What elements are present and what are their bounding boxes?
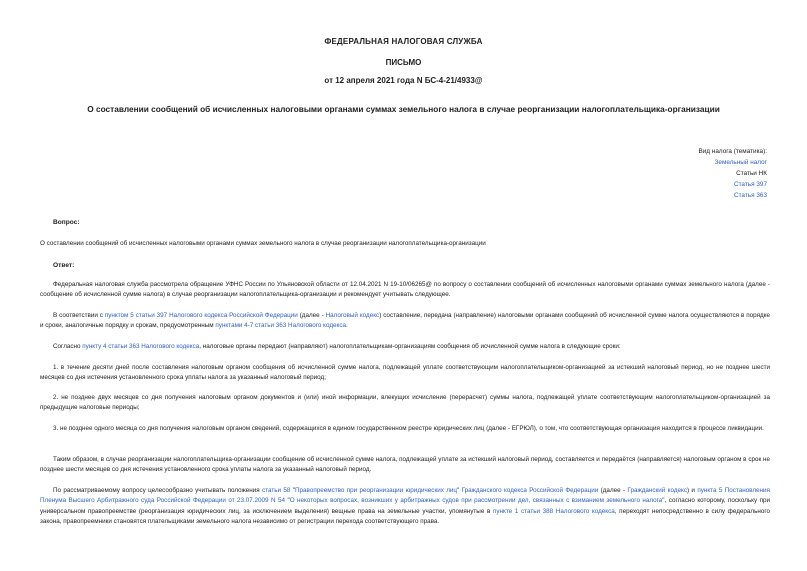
answer-paragraph-7: Таким образом, в случае реорганизации налогоплательщика-организации сообщение об исчисленной сумме налога, подлежащей уплате за истекший налоговый период, составляется и передаётся (направляется) налоговым органом в срок не позднее шести месяцев со дня истечения установленного срока уплаты налога за указанный налоговый период. <box>40 456 770 474</box>
link-civil-code[interactable]: Гражданского кодекса Российской Федерации <box>461 487 599 494</box>
meta-link-article-397[interactable]: Статья 397 <box>733 181 767 188</box>
link-article-363-p4-7[interactable]: пунктами 4-7 статьи 363 Налогового кодекса <box>215 322 347 330</box>
link-article-397-p5[interactable]: пунктом 5 статьи 397 Налогового кодекса Российской Федерации <box>104 312 298 319</box>
answer-paragraph-3: Согласно пункту 4 статьи 363 Налогового кодекса, налоговые органы передают (направляют) налогоплательщикам-организациям сообщения об исчисленной сумме налога в следующие сроки: <box>53 343 621 350</box>
link-article-388-p1[interactable]: пункте 1 статьи 388 Налогового кодекса <box>493 507 615 515</box>
answer-paragraph-1: Федеральная налоговая служба рассмотрела обращение УФНС России по Ульяновской области от 12.04.2021 N 19-10/06265@ по вопросу о составлении сообщений об исчисленных налоговыми органами суммах земельного налога (далее - сообщение об исчисленной сумме налога) в случае реорганизации налогоплательщика-организации и рекомендует учитывать следующее. <box>40 281 770 299</box>
answer-label: Ответ: <box>53 262 75 269</box>
meta-articles-label: Статьи НК <box>736 170 767 177</box>
tax-topic-meta <box>698 146 767 201</box>
link-article-363-p4[interactable]: пункту 4 статьи 363 Налогового кодекса <box>82 343 200 350</box>
question-text: О составлении сообщений об исчисленных налоговыми органами суммах земельного налога в случае реорганизации налогоплательщика-организации <box>40 240 486 247</box>
answer-paragraph-5: 2. не позднее двух месяцев со дня получения налоговым органом документов и (или) иной информации, влекущих исчисление (перерасчет) суммы налога, подлежащей уплате соответствующим налогоплательщиком-организацией за предыдущие налоговые периоды; <box>40 394 770 412</box>
link-civil-code-article-58[interactable]: статьи 58 <box>262 487 291 494</box>
answer-paragraph-6: 3. не позднее одного месяца со дня получения налоговым органом сведений, содержащихся в едином государственном реестре юридических лиц (далее - ЕГРЮЛ), о том, что соответствующая организация находится в процессе ликвидации. <box>53 425 764 432</box>
link-vas-resolution-title[interactable]: О некоторых вопросах, возникших у арбитражных судов при рассмотрении дел, связанных с взиманием земельного налога <box>289 497 663 505</box>
link-succession-title[interactable]: Правопреемство при реорганизации юридических лиц <box>295 487 458 494</box>
meta-label: Вид налога (тематика): <box>698 148 767 155</box>
document-title: О составлении сообщений об исчисленных налоговыми органами суммах земельного налога в случае реорганизации налогоплательщика-организации <box>87 104 720 114</box>
link-vas-resolution[interactable]: пункта 5 Постановления Пленума Высшего Арбитражного суда Российской Федерации от 23.07.2009 N 54 <box>40 487 770 505</box>
link-tax-code[interactable]: Налоговый кодекс <box>325 312 380 319</box>
document-date: от 12 апреля 2021 года N БС-4-21/4933@ <box>324 76 483 85</box>
document-type: ПИСЬМО <box>385 58 422 67</box>
question-label: Вопрос: <box>53 219 80 226</box>
meta-link-article-363[interactable]: Статья 363 <box>733 192 767 199</box>
answer-paragraph-4: 1. в течение десяти дней после составления налоговым органом сообщения об исчисленной сумме налога, подлежащей уплате соответствующим налогоплательщиком-организацией за истекший налоговый период, но не позднее шести месяцев со дня истечения установленного срока уплаты налога за указанный налоговый период; <box>40 364 770 382</box>
meta-link-land-tax[interactable]: Земельный налог <box>714 159 767 166</box>
agency-name: ФЕДЕРАЛЬНАЯ НАЛОГОВАЯ СЛУЖБА <box>324 37 483 46</box>
link-civil-code-short[interactable]: Гражданский кодекс <box>627 487 687 494</box>
answer-paragraph-2: В соответствии с пунктом 5 статьи 397 Налогового кодекса Российской Федерации (далее - Налоговый кодекс) составление, передача (направление) налоговыми органами сообщений об исчисленной сумме налога осуществляются в порядке и сроки, аналогичные порядку и срокам, предусмотренным пунктами 4-7 статьи 363 Налогового кодекса. <box>40 312 771 330</box>
answer-paragraph-8: По рассматриваемому вопросу целесообразно учитывать положения статьи 58 "Правопреемство при реорганизации юридических лиц" Гражданского кодекса Российской Федерации (далее - Гражданский кодекс) и пункта 5 Постановления Пленума Высшего Арбитражного суда Российской Федерации от 23.07.2009 N 54 "О некоторых вопросах, возникших у арбитражных судов при рассмотрении дел, связанных с взиманием земельного налога", согласно которому, поскольку при универсальном правопреемстве (реорганизация юридических лиц, за исключением выделения) вещные права на земельные участки, упомянутые в пункте 1 статьи 388 Налогового кодекса, переходят непосредственно в силу федерального закона, правопреемники становятся плательщиками земельного налога независимо от регистрации перехода соответствующего права. <box>40 487 771 525</box>
